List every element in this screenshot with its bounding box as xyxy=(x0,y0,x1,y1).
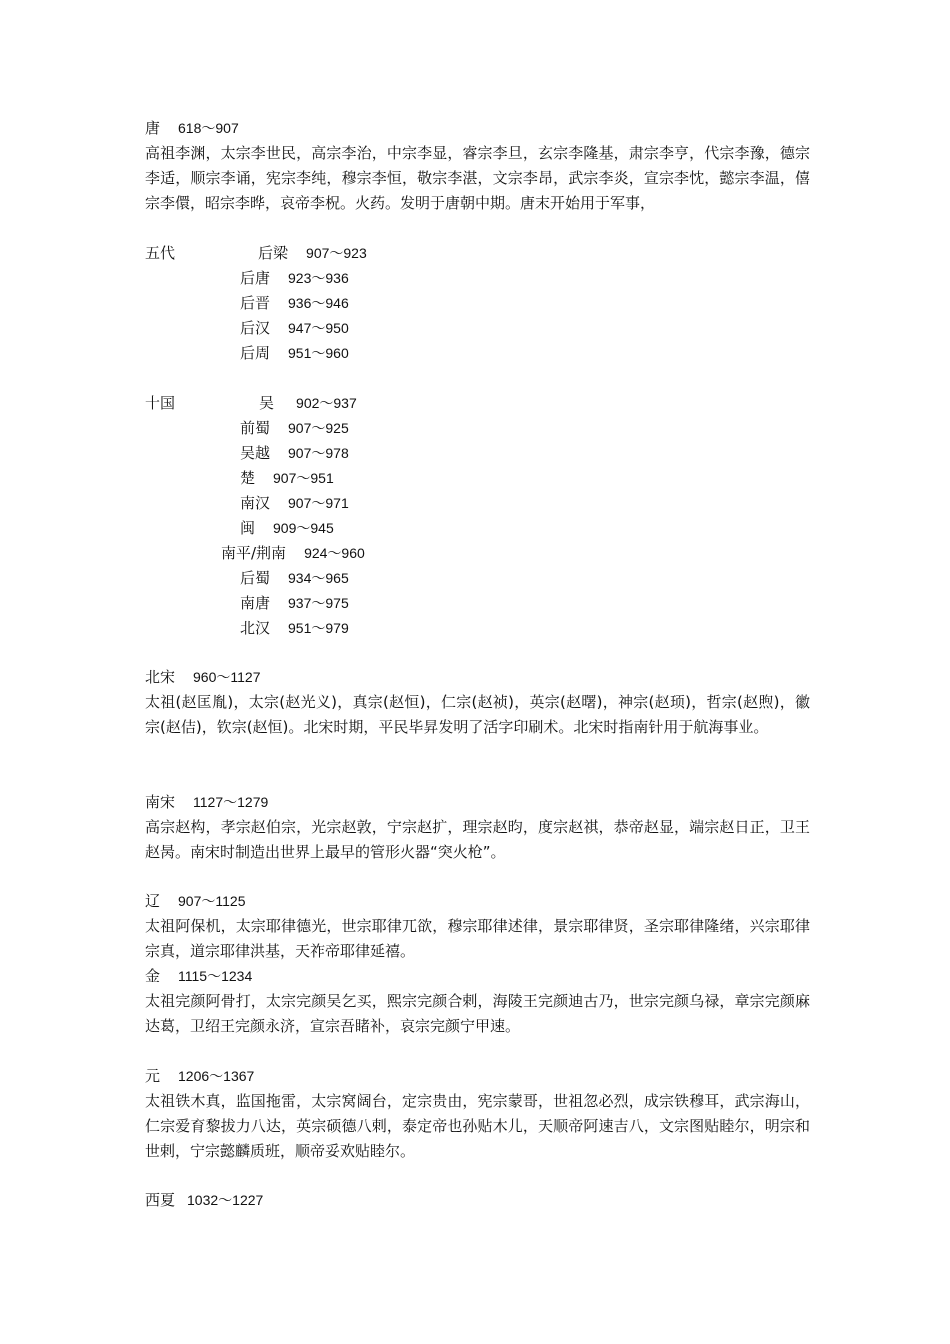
dynasty-name: 辽 xyxy=(145,892,161,910)
dynasty-years: 1127～1279 xyxy=(193,794,269,810)
wudai-row-1 xyxy=(240,266,740,291)
shiguo-row-1 xyxy=(240,416,740,441)
dynasty-years: 1032～1227 xyxy=(187,1192,264,1208)
dynasty-name: 南平/荆南 xyxy=(221,544,287,562)
dynasty-name: 金 xyxy=(145,967,161,985)
dynasty-years: 924～960 xyxy=(304,545,365,561)
shiguo-row-0 xyxy=(145,391,810,416)
dynasty-name: 后梁 xyxy=(258,244,289,262)
dynasty-name: 南宋 xyxy=(145,793,176,811)
wudai-row-4 xyxy=(240,341,740,366)
shiguo-row-5 xyxy=(240,516,740,541)
dynasty-name: 唐 xyxy=(145,119,161,137)
dynasty-years: 1115～1234 xyxy=(178,968,253,984)
tang-emperors-text: 高祖李渊，太宗李世民，高宗李治，中宗李显，睿宗李旦，玄宗李隆基，肃宗李亨，代宗李豫，德宗李适，顺宗李诵，宪宗李纯，穆宗李恒，敬宗李湛，文宗李昂，武宗李炎，宣宗李忱，懿宗李温，僖宗李儇，昭宗李晔，哀帝李柷。火药。发明于唐朝中期。唐末开始用于军事， xyxy=(145,144,810,212)
dynasty-name: 北宋 xyxy=(145,668,176,686)
shiguo-row-9 xyxy=(240,616,740,641)
dynasty-name: 后晋 xyxy=(240,294,271,312)
dynasty-name: 南汉 xyxy=(240,494,271,512)
wudai-row-0 xyxy=(145,241,810,266)
dynasty-years: 951～979 xyxy=(288,620,349,636)
dynasty-name: 吴 xyxy=(259,394,275,412)
dynasty-name: 元 xyxy=(145,1067,161,1085)
liao-emperors-text: 太祖阿保机，太宗耶律德光，世宗耶律兀欲，穆宗耶律述律，景宗耶律贤，圣宗耶律隆绪，兴宗耶律宗真，道宗耶律洪基，天祚帝耶律延禧。 xyxy=(145,917,810,960)
yuan-heading xyxy=(145,1064,810,1089)
wudai-row-3 xyxy=(240,316,740,341)
dynasty-name: 南唐 xyxy=(240,594,271,612)
dynasty-years: 618～907 xyxy=(178,120,239,136)
dynasty-name: 西夏 xyxy=(145,1191,176,1209)
dynasty-name: 后汉 xyxy=(240,319,271,337)
dynasty-years: 936～946 xyxy=(288,295,349,311)
dynasty-years: 907～1125 xyxy=(178,893,246,909)
beisong-emperors-text: 太祖(赵匡胤)，太宗(赵光义)，真宗(赵恒)，仁宗(赵祯)，英宗(赵曙)，神宗(赵顼)，哲宗(赵煦)，徽宗(赵佶)，钦宗(赵恒)。北宋时期，平民毕昇发明了活字印刷术。北宋时指南针用于航海事业。 xyxy=(145,693,810,736)
period-label: 五代 xyxy=(145,244,176,262)
shiguo-row-2 xyxy=(240,441,740,466)
wudai-row-2 xyxy=(240,291,740,316)
tang-heading xyxy=(145,116,810,141)
dynasty-years: 934～965 xyxy=(288,570,349,586)
shiguo-row-4 xyxy=(240,491,740,516)
dynasty-years: 907～978 xyxy=(288,445,349,461)
dynasty-name: 吴越 xyxy=(240,444,271,462)
dynasty-name: 楚 xyxy=(240,469,256,487)
nansong-emperors-text: 高宗赵构，孝宗赵伯宗，光宗赵敦，宁宗赵扩，理宗赵昀，度宗赵祺，恭帝赵显，端宗赵日正，卫王赵昺。南宋时制造出世界上最早的管形火器“突火枪”。 xyxy=(145,818,810,861)
dynasty-years: 951～960 xyxy=(288,345,349,361)
shiguo-row-6 xyxy=(221,541,741,566)
xixia-heading xyxy=(145,1188,810,1213)
dynasty-name: 后蜀 xyxy=(240,569,271,587)
dynasty-years: 907～923 xyxy=(306,245,367,261)
shiguo-row-7 xyxy=(240,566,740,591)
liao-heading xyxy=(145,889,810,914)
dynasty-years: 923～936 xyxy=(288,270,349,286)
period-label: 十国 xyxy=(145,394,176,412)
jin-heading xyxy=(145,964,810,989)
nansong-heading xyxy=(145,790,810,815)
dynasty-name: 北汉 xyxy=(240,619,271,637)
shiguo-row-8 xyxy=(240,591,740,616)
dynasty-years: 902～937 xyxy=(296,395,357,411)
dynasty-years: 907～925 xyxy=(288,420,349,436)
dynasty-years: 947～950 xyxy=(288,320,349,336)
jin-emperors-text: 太祖完颜阿骨打，太宗完颜吴乞买，熙宗完颜合剌，海陵王完颜迪古乃，世宗完颜乌禄，章宗完颜麻达葛，卫绍王完颜永济，宣宗吾睹补，哀宗完颜宁甲速。 xyxy=(145,992,810,1035)
beisong-heading xyxy=(145,665,810,690)
dynasty-name: 后唐 xyxy=(240,269,271,287)
dynasty-years: 907～951 xyxy=(273,470,334,486)
dynasty-name: 后周 xyxy=(240,344,271,362)
dynasty-years: 960～1127 xyxy=(193,669,261,685)
dynasty-years: 909～945 xyxy=(273,520,334,536)
dynasty-name: 前蜀 xyxy=(240,419,271,437)
dynasty-years: 937～975 xyxy=(288,595,349,611)
dynasty-name: 闽 xyxy=(240,519,256,537)
yuan-emperors-text: 太祖铁木真，监国拖雷，太宗窝阔台，定宗贵由，宪宗蒙哥，世祖忽必烈，成宗铁穆耳，武宗海山，仁宗爱育黎拔力八达，英宗硕德八剌，泰定帝也孙贴木儿，天顺帝阿速吉八，文宗图贴睦尔，明宗和世剌，宁宗懿麟质班，顺帝妥欢贴睦尔。 xyxy=(145,1092,810,1160)
shiguo-row-3 xyxy=(240,466,740,491)
dynasty-years: 907～971 xyxy=(288,495,349,511)
dynasty-years: 1206～1367 xyxy=(178,1068,255,1084)
